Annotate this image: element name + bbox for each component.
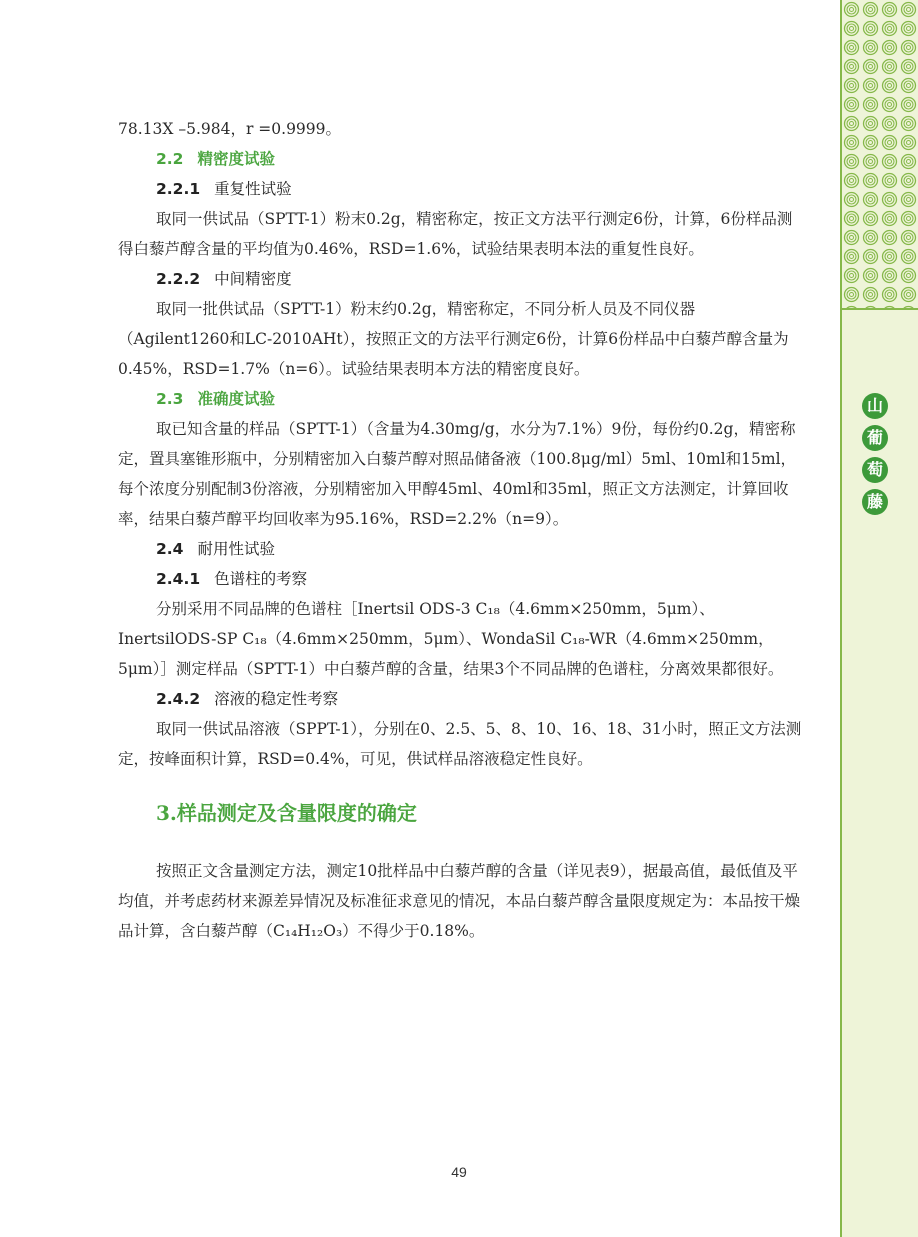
section-heading-2-2-1: 2.2.1 重复性试验 <box>156 180 292 198</box>
spiral-pattern-decoration <box>842 0 918 310</box>
title-char: 葡 <box>862 425 888 451</box>
title-char: 萄 <box>862 457 888 483</box>
vertical-book-title <box>862 393 890 515</box>
page-content <box>118 114 803 946</box>
paragraph-intermediate-precision: 取同一批供试品（SPTT-1）粉末约0.2g，精密称定，不同分析人员及不同仪器（Agilent1260和LC-2010AHt），按照正文的方法平行测定6份，计算6份样品中白藜芦醇含量为0.45%，RSD=1.7%（n=6）。试验结果表明本方法的精密度良好。 <box>118 300 789 378</box>
formula-line: 78.13X –5.984，r =0.9999。 <box>118 120 342 138</box>
section-heading-2-4-1: 2.4.1 色谱柱的考察 <box>156 570 308 588</box>
section-heading-2-4-2: 2.4.2 溶液的稳定性考察 <box>156 690 339 708</box>
paragraph-accuracy: 取已知含量的样品（SPTT-1）（含量为4.30mg/g，水分为7.1%）9份，每份约0.2g，精密称定，置具塞锥形瓶中，分别精密加入白藜芦醇对照品储备液（100.8μg/ml）5ml、10ml和15ml，每个浓度分别配制3份溶液，分别精密加入甲醇45ml、40ml和35ml，照正文方法测定，计算回收率，结果白藜芦醇平均回收率为95.16%，RSD=2.2%（n=9）。 <box>118 420 797 528</box>
section-heading-2-4: 2.4 耐用性试验 <box>156 540 275 558</box>
paragraph-content-limit: 按照正文含量测定方法，测定10批样品中白藜芦醇的含量（详见表9），据最高值，最低值及平均值，并考虑药材来源差异情况及标准征求意见的情况，本品白藜芦醇含量限度规定为：本品按干燥品计算，含白藜芦醇（C₁₄H₁₂O₃）不得少于0.18%。 <box>118 862 801 940</box>
page-number: 49 <box>451 1164 467 1180</box>
paragraph-solution-stability: 取同一供试品溶液（SPPT-1），分别在0、2.5、5、8、10、16、18、31小时，照正文方法测定，按峰面积计算，RSD=0.4%，可见，供试样品溶液稳定性良好。 <box>118 720 802 768</box>
sidebar <box>840 0 918 1237</box>
title-char: 山 <box>862 393 888 419</box>
section-heading-2-2-2: 2.2.2 中间精密度 <box>156 270 292 288</box>
section-heading-2-2: 2.2 精密度试验 <box>156 150 275 168</box>
section-heading-3: 3.样品测定及含量限度的确定 <box>156 801 417 825</box>
section-heading-2-3: 2.3 准确度试验 <box>156 390 275 408</box>
title-char: 藤 <box>862 489 888 515</box>
paragraph-column-study: 分别采用不同品牌的色谱柱［Inertsil ODS-3 C₁₈（4.6mm×250mm，5μm）、InertsilODS-SP C₁₈（4.6mm×250mm，5μm）、WondaSil C₁₈-WR（4.6mm×250mm，5μm）］测定样品（SPTT-1）中白藜芦醇的含量，结果3个不同品牌的色谱柱，分离效果都很好。 <box>118 600 784 678</box>
paragraph-repeatability: 取同一供试品（SPTT-1）粉末0.2g，精密称定，按正文方法平行测定6份，计算，6份样品测得白藜芦醇含量的平均值为0.46%，RSD=1.6%，试验结果表明本法的重复性良好。 <box>118 210 793 258</box>
